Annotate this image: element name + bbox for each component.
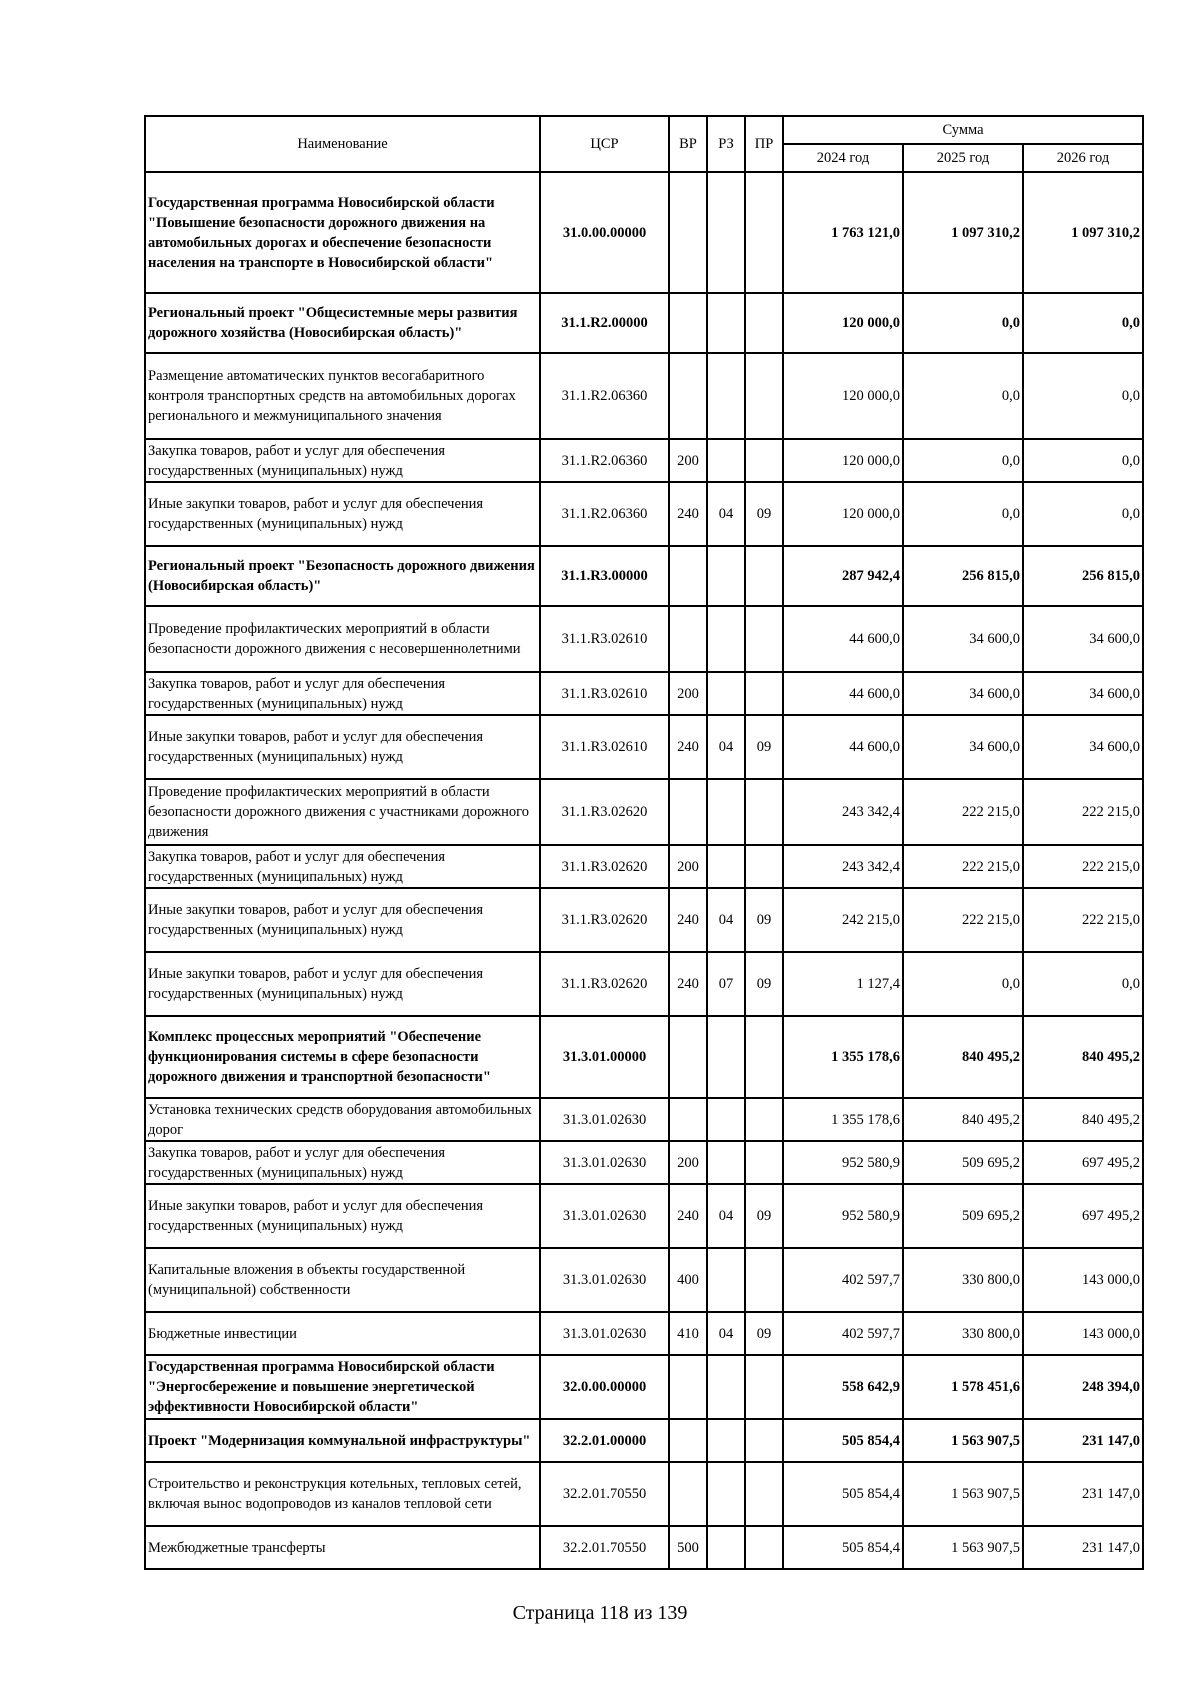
row-2024: 505 854,4: [783, 1462, 903, 1526]
row-2025: 840 495,2: [903, 1098, 1023, 1141]
row-vr: [669, 606, 707, 672]
row-2025: 0,0: [903, 353, 1023, 439]
header-csr: ЦСР: [540, 116, 669, 172]
row-2024: 44 600,0: [783, 715, 903, 779]
row-vr: 240: [669, 952, 707, 1016]
row-name: Межбюджетные трансферты: [145, 1526, 540, 1569]
row-vr: 500: [669, 1526, 707, 1569]
row-rz: 04: [707, 482, 745, 546]
row-name: Капитальные вложения в объекты государственной (муниципальной) собственности: [145, 1248, 540, 1312]
row-2025: 330 800,0: [903, 1312, 1023, 1355]
row-2026: 34 600,0: [1023, 715, 1143, 779]
table-row: [145, 888, 1143, 952]
table-row: [145, 845, 1143, 888]
row-vr: [669, 1098, 707, 1141]
row-code: 31.1.R3.02610: [540, 672, 669, 715]
table-row: [145, 672, 1143, 715]
row-2024: 952 580,9: [783, 1141, 903, 1184]
row-code: 31.1.R3.02620: [540, 779, 669, 845]
row-vr: 200: [669, 672, 707, 715]
row-code: 31.0.00.00000: [540, 172, 669, 293]
row-2024: 1 763 121,0: [783, 172, 903, 293]
row-name: Закупка товаров, работ и услуг для обеспечения государственных (муниципальных) нужд: [145, 845, 540, 888]
row-vr: 200: [669, 845, 707, 888]
row-2025: 34 600,0: [903, 606, 1023, 672]
table-row: [145, 1184, 1143, 1248]
row-2026: 1 097 310,2: [1023, 172, 1143, 293]
table-row: [145, 1016, 1143, 1098]
row-2024: 505 854,4: [783, 1526, 903, 1569]
row-rz: [707, 1462, 745, 1526]
row-rz: [707, 353, 745, 439]
row-code: 31.1.R3.02620: [540, 845, 669, 888]
row-name: Иные закупки товаров, работ и услуг для обеспечения государственных (муниципальных) нужд: [145, 715, 540, 779]
row-code: 31.3.01.02630: [540, 1141, 669, 1184]
row-2026: 231 147,0: [1023, 1526, 1143, 1569]
row-2024: 287 942,4: [783, 546, 903, 606]
row-code: 31.1.R2.06360: [540, 482, 669, 546]
row-2024: 120 000,0: [783, 439, 903, 482]
row-2026: 840 495,2: [1023, 1098, 1143, 1141]
row-rz: [707, 1016, 745, 1098]
row-pr: [745, 1016, 783, 1098]
row-vr: 200: [669, 439, 707, 482]
row-name: Установка технических средств оборудования автомобильных дорог: [145, 1098, 540, 1141]
table-row: [145, 1419, 1143, 1462]
row-name: Проведение профилактических мероприятий в области безопасности дорожного движения с несовершеннолетними: [145, 606, 540, 672]
table-row: [145, 779, 1143, 845]
header-sum: Сумма: [783, 116, 1143, 144]
row-vr: [669, 353, 707, 439]
row-rz: [707, 1355, 745, 1419]
row-pr: 09: [745, 1184, 783, 1248]
row-code: 32.2.01.70550: [540, 1462, 669, 1526]
row-code: 31.3.01.02630: [540, 1184, 669, 1248]
table-row: [145, 293, 1143, 353]
row-2024: 120 000,0: [783, 293, 903, 353]
header-vr: ВР: [669, 116, 707, 172]
row-rz: [707, 845, 745, 888]
row-rz: [707, 1526, 745, 1569]
row-2026: 222 215,0: [1023, 888, 1143, 952]
row-rz: 04: [707, 1184, 745, 1248]
row-name: Закупка товаров, работ и услуг для обеспечения государственных (муниципальных) нужд: [145, 1141, 540, 1184]
table-row: [145, 172, 1143, 293]
row-pr: [745, 1141, 783, 1184]
row-rz: [707, 1419, 745, 1462]
row-2024: 505 854,4: [783, 1419, 903, 1462]
row-code: 31.1.R2.00000: [540, 293, 669, 353]
row-pr: [745, 172, 783, 293]
row-name: Государственная программа Новосибирской области "Энергосбережение и повышение энергетической эффективности Новосибирской области": [145, 1355, 540, 1419]
row-vr: [669, 1462, 707, 1526]
row-2024: 952 580,9: [783, 1184, 903, 1248]
row-2026: 840 495,2: [1023, 1016, 1143, 1098]
row-2025: 840 495,2: [903, 1016, 1023, 1098]
table-row: [145, 1098, 1143, 1141]
header-name: Наименование: [145, 116, 540, 172]
row-rz: 04: [707, 888, 745, 952]
row-code: 31.1.R3.02620: [540, 888, 669, 952]
header-pr: ПР: [745, 116, 783, 172]
row-code: 31.1.R2.06360: [540, 353, 669, 439]
row-vr: 240: [669, 715, 707, 779]
row-pr: 09: [745, 482, 783, 546]
row-rz: [707, 779, 745, 845]
row-rz: [707, 672, 745, 715]
row-2026: 231 147,0: [1023, 1419, 1143, 1462]
row-2026: 143 000,0: [1023, 1312, 1143, 1355]
row-name: Комплекс процессных мероприятий "Обеспечение функционирования системы в сфере безопасности дорожного движения и транспортной безопасности": [145, 1016, 540, 1098]
row-2025: 222 215,0: [903, 888, 1023, 952]
row-pr: [745, 606, 783, 672]
row-2025: 509 695,2: [903, 1184, 1023, 1248]
row-vr: [669, 1355, 707, 1419]
row-2024: 120 000,0: [783, 353, 903, 439]
row-2025: 0,0: [903, 952, 1023, 1016]
row-2024: 1 355 178,6: [783, 1016, 903, 1098]
row-pr: 09: [745, 952, 783, 1016]
row-code: 31.1.R2.06360: [540, 439, 669, 482]
row-code: 31.3.01.00000: [540, 1016, 669, 1098]
budget-table: [144, 115, 1144, 1570]
table-row: [145, 1355, 1143, 1419]
table-row: [145, 1312, 1143, 1355]
table-row: [145, 1462, 1143, 1526]
row-pr: 09: [745, 715, 783, 779]
row-vr: 240: [669, 1184, 707, 1248]
row-pr: [745, 546, 783, 606]
row-pr: [745, 353, 783, 439]
row-2026: 231 147,0: [1023, 1462, 1143, 1526]
row-2024: 44 600,0: [783, 606, 903, 672]
row-name: Государственная программа Новосибирской области "Повышение безопасности дорожного движения на автомобильных дорогах и обеспечение безопасности населения на транспорте в Новосибирской области": [145, 172, 540, 293]
row-2026: 0,0: [1023, 439, 1143, 482]
row-2025: 34 600,0: [903, 715, 1023, 779]
row-pr: [745, 845, 783, 888]
row-code: 32.2.01.70550: [540, 1526, 669, 1569]
row-name: Региональный проект "Безопасность дорожного движения (Новосибирская область)": [145, 546, 540, 606]
row-rz: [707, 1141, 745, 1184]
row-name: Иные закупки товаров, работ и услуг для обеспечения государственных (муниципальных) нужд: [145, 482, 540, 546]
row-name: Размещение автоматических пунктов весогабаритного контроля транспортных средств на автомобильных дорогах регионального и межмуниципального значения: [145, 353, 540, 439]
row-rz: [707, 546, 745, 606]
row-vr: 200: [669, 1141, 707, 1184]
row-2024: 243 342,4: [783, 845, 903, 888]
row-rz: [707, 606, 745, 672]
row-2026: 222 215,0: [1023, 779, 1143, 845]
row-vr: [669, 293, 707, 353]
row-vr: [669, 1419, 707, 1462]
row-2025: 34 600,0: [903, 672, 1023, 715]
row-2026: 0,0: [1023, 482, 1143, 546]
row-2024: 242 215,0: [783, 888, 903, 952]
row-2026: 0,0: [1023, 952, 1143, 1016]
row-2025: 1 563 907,5: [903, 1462, 1023, 1526]
row-2024: 243 342,4: [783, 779, 903, 845]
row-code: 31.1.R3.02620: [540, 952, 669, 1016]
row-2025: 1 563 907,5: [903, 1419, 1023, 1462]
row-name: Иные закупки товаров, работ и услуг для обеспечения государственных (муниципальных) нужд: [145, 1184, 540, 1248]
row-vr: 410: [669, 1312, 707, 1355]
row-name: Закупка товаров, работ и услуг для обеспечения государственных (муниципальных) нужд: [145, 439, 540, 482]
row-rz: [707, 172, 745, 293]
row-name: Бюджетные инвестиции: [145, 1312, 540, 1355]
row-code: 31.1.R3.02610: [540, 606, 669, 672]
row-2025: 222 215,0: [903, 779, 1023, 845]
row-vr: 400: [669, 1248, 707, 1312]
row-vr: 240: [669, 888, 707, 952]
row-2026: 256 815,0: [1023, 546, 1143, 606]
row-2025: 256 815,0: [903, 546, 1023, 606]
row-2025: 1 578 451,6: [903, 1355, 1023, 1419]
row-rz: 04: [707, 1312, 745, 1355]
row-name: Строительство и реконструкция котельных, тепловых сетей, включая вынос водопроводов из каналов тепловой сети: [145, 1462, 540, 1526]
header-2024: 2024 год: [783, 144, 903, 172]
row-2026: 222 215,0: [1023, 845, 1143, 888]
row-2024: 1 127,4: [783, 952, 903, 1016]
row-2025: 1 563 907,5: [903, 1526, 1023, 1569]
row-2025: 222 215,0: [903, 845, 1023, 888]
row-2025: 0,0: [903, 482, 1023, 546]
row-vr: [669, 779, 707, 845]
row-name: Иные закупки товаров, работ и услуг для обеспечения государственных (муниципальных) нужд: [145, 888, 540, 952]
table-row: [145, 353, 1143, 439]
row-code: 32.2.01.00000: [540, 1419, 669, 1462]
row-2024: 120 000,0: [783, 482, 903, 546]
header-rz: РЗ: [707, 116, 745, 172]
table-row: [145, 482, 1143, 546]
row-rz: [707, 1098, 745, 1141]
row-code: 32.0.00.00000: [540, 1355, 669, 1419]
row-vr: [669, 546, 707, 606]
row-rz: 07: [707, 952, 745, 1016]
row-rz: [707, 439, 745, 482]
row-rz: [707, 293, 745, 353]
row-pr: [745, 1462, 783, 1526]
table-row: [145, 439, 1143, 482]
row-pr: [745, 672, 783, 715]
row-pr: [745, 1248, 783, 1312]
row-name: Закупка товаров, работ и услуг для обеспечения государственных (муниципальных) нужд: [145, 672, 540, 715]
row-2025: 330 800,0: [903, 1248, 1023, 1312]
row-pr: [745, 779, 783, 845]
row-pr: [745, 293, 783, 353]
row-pr: [745, 1419, 783, 1462]
row-name: Иные закупки товаров, работ и услуг для обеспечения государственных (муниципальных) нужд: [145, 952, 540, 1016]
row-2025: 509 695,2: [903, 1141, 1023, 1184]
header-2025: 2025 год: [903, 144, 1023, 172]
row-pr: 09: [745, 1312, 783, 1355]
row-2024: 44 600,0: [783, 672, 903, 715]
row-vr: [669, 172, 707, 293]
row-code: 31.1.R3.00000: [540, 546, 669, 606]
header-2026: 2026 год: [1023, 144, 1143, 172]
row-2024: 402 597,7: [783, 1248, 903, 1312]
table-row: [145, 1141, 1143, 1184]
row-code: 31.1.R3.02610: [540, 715, 669, 779]
row-2026: 34 600,0: [1023, 672, 1143, 715]
row-vr: [669, 1016, 707, 1098]
row-2024: 1 355 178,6: [783, 1098, 903, 1141]
table-row: [145, 606, 1143, 672]
row-code: 31.3.01.02630: [540, 1312, 669, 1355]
row-2026: 248 394,0: [1023, 1355, 1143, 1419]
row-2025: 0,0: [903, 439, 1023, 482]
table-row: [145, 952, 1143, 1016]
row-pr: [745, 1526, 783, 1569]
row-pr: 09: [745, 888, 783, 952]
row-name: Региональный проект "Общесистемные меры развития дорожного хозяйства (Новосибирская область)": [145, 293, 540, 353]
table-row: [145, 1248, 1143, 1312]
table-row: [145, 546, 1143, 606]
row-2024: 402 597,7: [783, 1312, 903, 1355]
row-pr: [745, 1355, 783, 1419]
row-rz: [707, 1248, 745, 1312]
row-2024: 558 642,9: [783, 1355, 903, 1419]
page-number: Страница 118 из 139: [512, 1602, 688, 1624]
table-row: [145, 715, 1143, 779]
row-2026: 0,0: [1023, 353, 1143, 439]
table-row: [145, 1526, 1143, 1569]
row-name: Проведение профилактических мероприятий в области безопасности дорожного движения с участниками дорожного движения: [145, 779, 540, 845]
row-pr: [745, 1098, 783, 1141]
table-body: [145, 172, 1143, 1569]
row-rz: 04: [707, 715, 745, 779]
row-2025: 0,0: [903, 293, 1023, 353]
row-2026: 697 495,2: [1023, 1184, 1143, 1248]
row-2026: 0,0: [1023, 293, 1143, 353]
row-vr: 240: [669, 482, 707, 546]
row-pr: [745, 439, 783, 482]
row-2025: 1 097 310,2: [903, 172, 1023, 293]
row-name: Проект "Модернизация коммунальной инфраструктуры": [145, 1419, 540, 1462]
row-2026: 34 600,0: [1023, 606, 1143, 672]
row-2026: 143 000,0: [1023, 1248, 1143, 1312]
row-code: 31.3.01.02630: [540, 1098, 669, 1141]
row-code: 31.3.01.02630: [540, 1248, 669, 1312]
row-2026: 697 495,2: [1023, 1141, 1143, 1184]
